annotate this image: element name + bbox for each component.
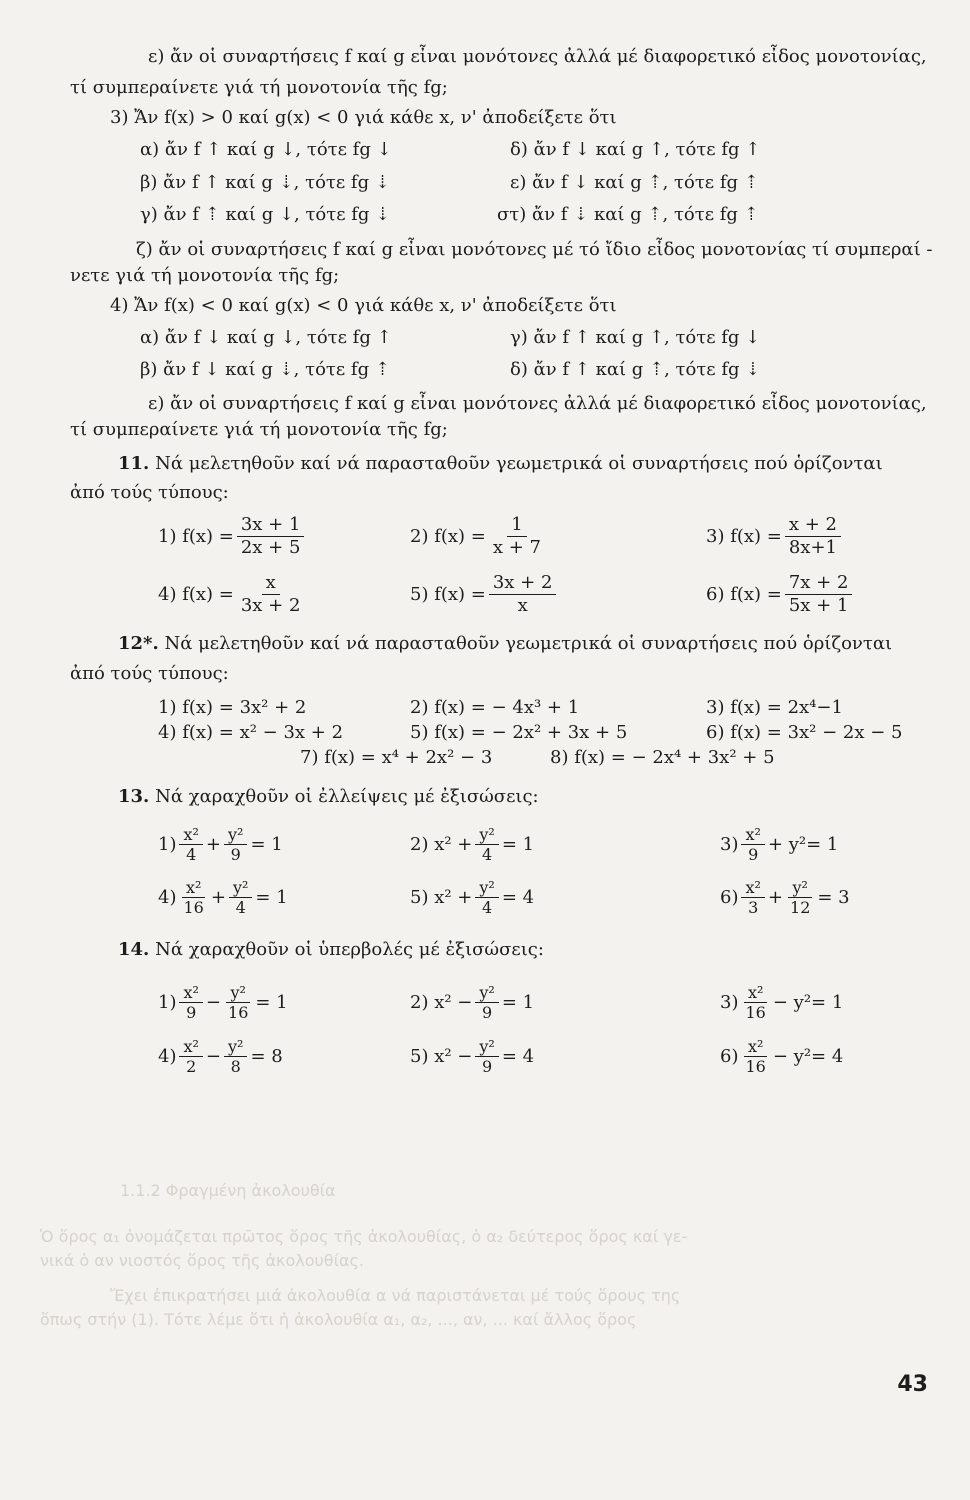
fraction: $\frac{\text{y²}}{12}$ bbox=[790, 877, 811, 917]
bleed-through-text: 1.1.2 Φραγμένη ἀκολουθία bbox=[120, 1181, 336, 1200]
exercise-text-line: 3) Ἄν f(x) > 0 καί g(x) < 0 γιά κάθε x, ν' ἀποδείξετε ὅτι bbox=[110, 107, 617, 128]
exercise-number: 11. bbox=[118, 453, 150, 474]
ellipse-equation: 5) x² + $\frac{\text{y²}}{4}$ = 4 bbox=[410, 877, 535, 917]
polynomial-item: 6) f(x) = 3x² − 2x − 5 bbox=[706, 722, 903, 743]
fraction: $\frac{\text{x²}}{16}$ bbox=[183, 877, 204, 917]
rational-function-item: 1) f(x) = $\frac{3x + 1}{2x + 5}$ bbox=[158, 512, 307, 560]
polynomial-item: 5) f(x) = − 2x² + 3x + 5 bbox=[410, 722, 628, 743]
fraction: $\frac{\text{y²}}{16}$ bbox=[228, 982, 249, 1022]
polynomial-item: 7) f(x) = x⁴ + 2x² − 3 bbox=[300, 747, 493, 768]
exercise-statement: Νά χαραχθοῦν οἱ ὑπερβολές μέ ἐξισώσεις: bbox=[155, 939, 544, 960]
fraction: $\frac{\text{y²}}{9}$ bbox=[224, 826, 247, 863]
rational-function-item: 4) f(x) = $\frac{x}{3x + 2}$ bbox=[158, 570, 307, 618]
fraction: $\frac{3x + 2}{x}$ bbox=[489, 573, 557, 616]
hyperbola-equation: 1) $\frac{\text{x²}}{9}$ − $\frac{\text{y²}}{16}$ = 1 bbox=[158, 982, 288, 1022]
exercise-case: στ) ἄν f ⇣ καί g ⇡, τότε fg ⇡ bbox=[497, 204, 759, 225]
rational-function-item: 5) f(x) = $\frac{3x + 2}{x}$ bbox=[410, 570, 559, 618]
fraction: $\frac{3x + 1}{2x + 5}$ bbox=[237, 515, 305, 558]
page-number: 43 bbox=[897, 1372, 928, 1397]
fraction: $\frac{\text{y²}}{9}$ bbox=[475, 1038, 498, 1075]
hyperbola-equation: 6) $\frac{\text{x²}}{16}$ − y² = 4 bbox=[720, 1036, 844, 1076]
fraction: $\frac{\text{x²}}{9}$ bbox=[741, 826, 764, 863]
exercise-text-line: τί συμπεραίνετε γιά τή μονοτονία τῆς fg; bbox=[70, 77, 448, 98]
exercise-case: ε) ἄν f ↓ καί g ⇡, τότε fg ⇡ bbox=[510, 172, 759, 193]
rational-function-item: 2) f(x) = $\frac{1}{x + 7}$ bbox=[410, 512, 548, 560]
exercise-14-heading bbox=[118, 938, 544, 962]
polynomial-item: 3) f(x) = 2x⁴−1 bbox=[706, 697, 843, 718]
ellipse-equation: 1) $\frac{\text{x²}}{4}$ + $\frac{\text{y²}}{9}$ = 1 bbox=[158, 824, 283, 864]
exercise-text-line: ε) ἄν οἱ συναρτήσεις f καί g εἶναι μονότονες ἀλλά μέ διαφορετικό εἶδος μονοτονίας, bbox=[148, 46, 927, 67]
exercise-statement: Νά χαραχθοῦν οἱ ἐλλείψεις μέ ἐξισώσεις: bbox=[155, 786, 539, 807]
fraction: $\frac{\text{x²}}{16}$ bbox=[745, 982, 766, 1022]
fraction: $\frac{\text{x²}}{9}$ bbox=[179, 984, 202, 1021]
exercise-text-line: ε) ἄν οἱ συναρτήσεις f καί g εἶναι μονότονες ἀλλά μέ διαφορετικό εἶδος μονοτονίας, bbox=[148, 393, 927, 414]
ellipse-equation: 6) $\frac{\text{x²}}{3}$ + $\frac{\text{y²}}{12}$ = 3 bbox=[720, 877, 850, 917]
exercise-text-line: τί συμπεραίνετε γιά τή μονοτονία τῆς fg; bbox=[70, 419, 448, 440]
polynomial-item: 1) f(x) = 3x² + 2 bbox=[158, 697, 307, 718]
bleed-through-text: νικά ὁ αν νιοστός ὅρος τῆς ἀκολουθίας. bbox=[40, 1251, 365, 1270]
fraction: $\frac{\text{x²}}{4}$ bbox=[179, 826, 202, 863]
exercise-case: δ) ἄν f ↓ καί g ↑, τότε fg ↑ bbox=[510, 139, 761, 160]
exercise-case: γ) ἄν f ⇡ καί g ↓, τότε fg ⇣ bbox=[140, 204, 391, 225]
fraction: $\frac{x}{3x + 2}$ bbox=[240, 571, 301, 616]
exercise-12-heading bbox=[118, 632, 892, 656]
exercise-statement: ἀπό τούς τύπους: bbox=[70, 482, 229, 503]
fraction: $\frac{x + 2}{8x+1}$ bbox=[785, 515, 841, 558]
exercise-case: β) ἄν f ↑ καί g ⇣, τότε fg ⇣ bbox=[140, 172, 390, 193]
bleed-through-text: Ἔχει ἐπικρατήσει μιά ἀκολουθία α νά παριστάνεται μέ τούς ὅρους της bbox=[110, 1286, 681, 1305]
exercise-case: α) ἄν f ↑ καί g ↓, τότε fg ↓ bbox=[140, 139, 392, 160]
exercise-case: δ) ἄν f ↑ καί g ⇡, τότε fg ⇣ bbox=[510, 359, 761, 380]
polynomial-item: 8) f(x) = − 2x⁴ + 3x² + 5 bbox=[550, 747, 775, 768]
fraction: $\frac{\text{y²}}{4}$ bbox=[229, 879, 252, 916]
rational-function-item: 3) f(x) = $\frac{x + 2}{8x+1}$ bbox=[706, 512, 844, 560]
exercise-case: γ) ἄν f ↑ καί g ↑, τότε fg ↓ bbox=[510, 327, 761, 348]
fraction: $\frac{\text{y²}}{4}$ bbox=[475, 826, 498, 863]
polynomial-item: 2) f(x) = − 4x³ + 1 bbox=[410, 697, 580, 718]
exercise-text-line: ζ) ἄν οἱ συναρτήσεις f καί g εἶναι μονότονες μέ τό ἴδιο εἶδος μονοτονίας τί συμπεραί - bbox=[136, 239, 933, 260]
exercise-13-heading bbox=[118, 785, 539, 809]
exercise-number: 12*. bbox=[118, 633, 159, 654]
fraction: $\frac{\text{y²}}{8}$ bbox=[224, 1038, 247, 1075]
exercise-text-line: 4) Ἄν f(x) < 0 καί g(x) < 0 γιά κάθε x, ν' ἀποδείξετε ὅτι bbox=[110, 295, 617, 316]
fraction: $\frac{\text{y²}}{4}$ bbox=[475, 879, 498, 916]
exercise-text-line: νετε γιά τή μονοτονία τῆς fg; bbox=[70, 265, 340, 286]
fraction: $\frac{\text{x²}}{3}$ bbox=[741, 879, 764, 916]
exercise-statement: Νά μελετηθοῦν καί νά παρασταθοῦν γεωμετρικά οἱ συναρτήσεις πού ὁρίζονται bbox=[155, 453, 883, 474]
rational-function-item: 6) f(x) = $\frac{7x + 2}{5x + 1}$ bbox=[706, 570, 855, 618]
bleed-through-text: Ὁ ὅρος α₁ ὀνομάζεται πρῶτος ὅρος τῆς ἀκολουθίας, ὁ α₂ δεύτερος ὅρος καί γε- bbox=[40, 1227, 688, 1246]
exercise-case: β) ἄν f ↓ καί g ⇣, τότε fg ⇡ bbox=[140, 359, 390, 380]
ellipse-equation: 3) $\frac{\text{x²}}{9}$ + y² = 1 bbox=[720, 824, 839, 864]
bleed-through-text: ὅπως στήν (1). Τότε λέμε ὅτι ἡ ἀκολουθία α₁, α₂, ..., αν, ... καί ἄλλος ὅρος bbox=[40, 1310, 637, 1329]
hyperbola-equation: 5) x² − $\frac{\text{y²}}{9}$ = 4 bbox=[410, 1036, 535, 1076]
ellipse-equation: 2) x² + $\frac{\text{y²}}{4}$ = 1 bbox=[410, 824, 535, 864]
hyperbola-equation: 3) $\frac{\text{x²}}{16}$ − y² = 1 bbox=[720, 982, 844, 1022]
exercise-statement: Νά μελετηθοῦν καί νά παρασταθοῦν γεωμετρικά οἱ συναρτήσεις πού ὁρίζονται bbox=[164, 633, 893, 654]
polynomial-item: 4) f(x) = x² − 3x + 2 bbox=[158, 722, 344, 743]
hyperbola-equation: 4) $\frac{\text{x²}}{2}$ − $\frac{\text{y²}}{8}$ = 8 bbox=[158, 1036, 283, 1076]
exercise-statement: ἀπό τούς τύπους: bbox=[70, 663, 229, 684]
ellipse-equation: 4) $\frac{\text{x²}}{16}$ + $\frac{\text{y²}}{4}$ = 1 bbox=[158, 877, 288, 917]
fraction: $\frac{7x + 2}{5x + 1}$ bbox=[785, 573, 853, 616]
exercise-number: 14. bbox=[118, 939, 150, 960]
fraction: $\frac{1}{x + 7}$ bbox=[492, 513, 541, 558]
hyperbola-equation: 2) x² − $\frac{\text{y²}}{9}$ = 1 bbox=[410, 982, 535, 1022]
fraction: $\frac{\text{x²}}{2}$ bbox=[179, 1038, 202, 1075]
fraction: $\frac{\text{y²}}{9}$ bbox=[475, 984, 498, 1021]
exercise-case: α) ἄν f ↓ καί g ↓, τότε fg ↑ bbox=[140, 327, 392, 348]
exercise-11-heading bbox=[118, 452, 883, 476]
fraction: $\frac{\text{x²}}{16}$ bbox=[745, 1036, 766, 1076]
exercise-number: 13. bbox=[118, 786, 150, 807]
